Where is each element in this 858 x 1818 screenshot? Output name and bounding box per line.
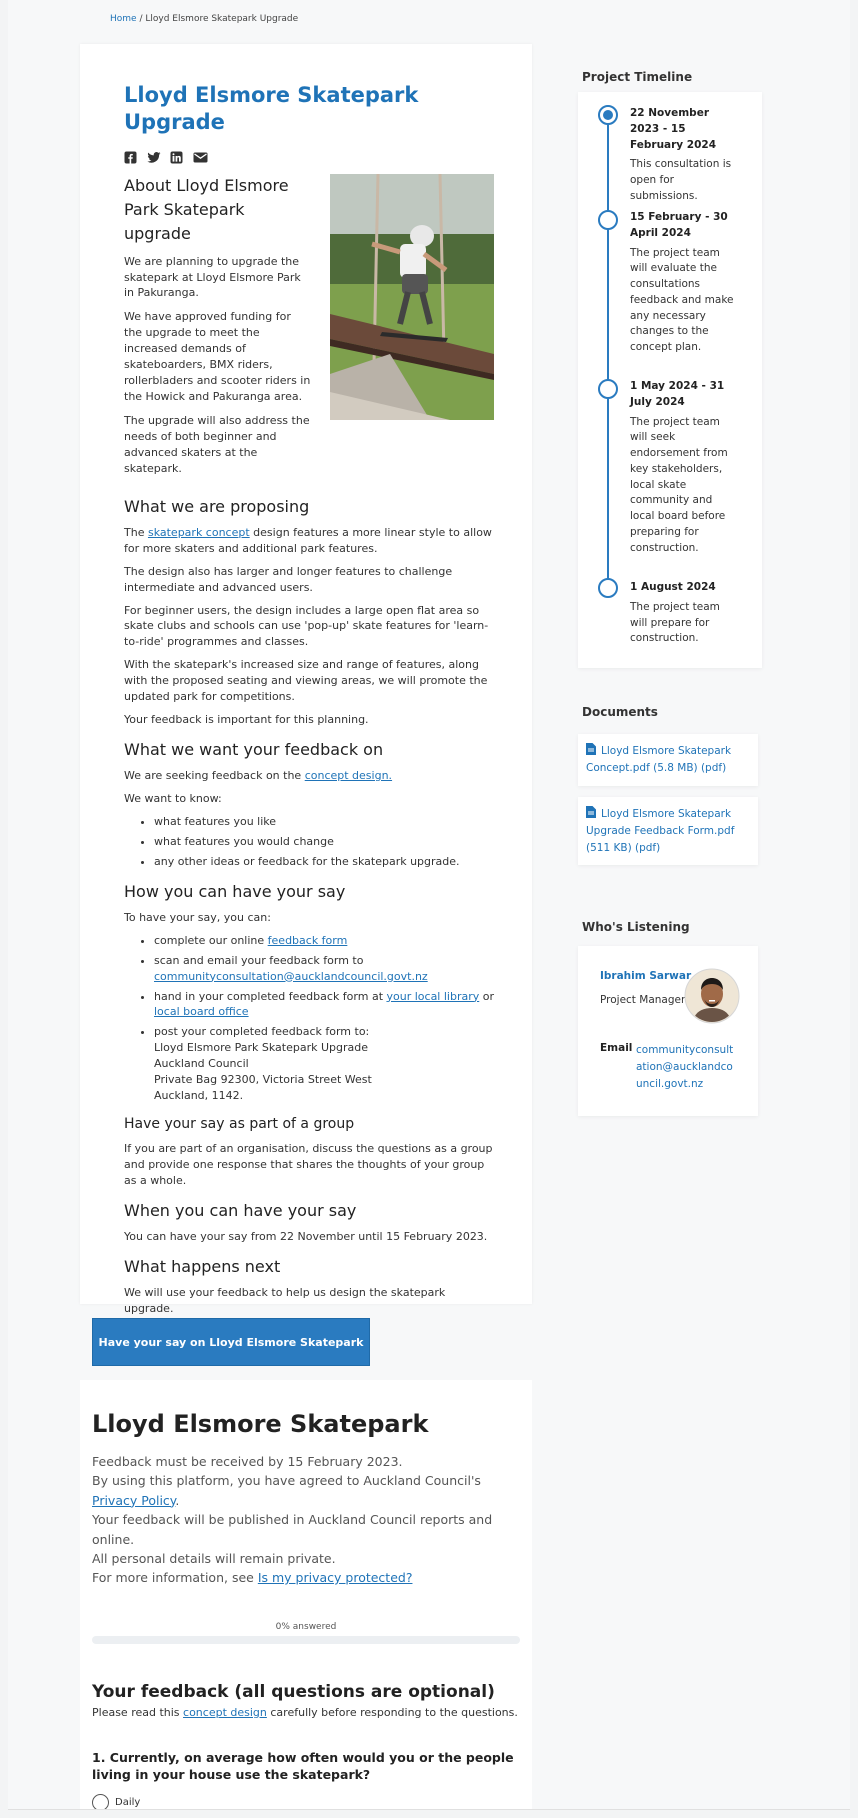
timeline-text: The project team will seek endorsement from key stakeholders, local skate community and local board before preparing for construction. — [630, 415, 728, 554]
timeline-dot-active — [598, 105, 618, 125]
consultation-email-link[interactable]: communityconsultation@aucklandcouncil.govt.nz — [154, 969, 428, 983]
concept-design-link[interactable]: concept design. — [304, 769, 393, 783]
about-section — [124, 174, 312, 485]
feedback-form-link[interactable]: feedback form — [267, 933, 348, 947]
linkedin-icon[interactable] — [170, 151, 183, 164]
local-board-office-link[interactable]: local board office — [154, 1005, 249, 1019]
facebook-icon[interactable] — [124, 151, 137, 164]
timeline-date: 1 August 2024 — [630, 581, 716, 593]
next-paragraph: We will use your feedback to help us design the skatepark upgrade. — [124, 1285, 446, 1315]
privacy-protected-link[interactable]: Is my privacy protected? — [257, 1570, 413, 1586]
form-privacy-text: By using this platform, you have agreed to Auckland Council's Privacy Policy. — [92, 1473, 481, 1508]
proposing-paragraph: For beginner users, the design includes a large open flat area so skate clubs and schools can use 'pop-up' skate features for 'learn-to-ride' programmes and classes. — [124, 603, 489, 649]
contact-email-link[interactable]: communityconsultation@aucklandcouncil.govt.nz — [636, 1044, 734, 1090]
breadcrumb-current: Lloyd Elsmore Skatepark Upgrade — [145, 14, 299, 24]
list-item: • any other ideas or feedback for the skatepark upgrade. — [154, 854, 494, 870]
list-item: • post your completed feedback form to: Lloyd Elsmore Park Skatepark Upgrade Auckland Council Private Bag 92300, Victoria Street West Auckland, 1142. — [154, 1024, 494, 1104]
concept-design-form-link[interactable]: concept design — [183, 1705, 267, 1719]
proposing-heading: What we are proposing — [124, 496, 310, 516]
timeline-text: The project team will prepare for construction. — [630, 600, 720, 645]
about-paragraph: We are planning to upgrade the skatepark at Lloyd Elsmore Park in Pakuranga. — [124, 254, 301, 300]
form-intro — [92, 1452, 520, 1588]
skatepark-photo — [330, 174, 494, 420]
document-label: Lloyd Elsmore Skatepark Concept.pdf (5.8 MB) (pdf) — [586, 745, 732, 774]
have-say-intro: To have your say, you can: — [124, 910, 271, 924]
progress-bar — [92, 1636, 520, 1644]
email-icon[interactable] — [193, 151, 206, 164]
timeline-item — [630, 106, 738, 205]
progress-label: 0% answered — [275, 1621, 337, 1632]
have-say-heading: How you can have your say — [124, 881, 346, 901]
timeline-date: 1 May 2024 - 31 July 2024 — [630, 380, 725, 408]
breadcrumb-separator: / — [139, 14, 143, 24]
person-role: Project Manager — [600, 994, 686, 1006]
document-link[interactable] — [578, 797, 758, 865]
form-deadline-text: Feedback must be received by 15 February 2023. — [92, 1454, 403, 1469]
when-heading: When you can have your say — [124, 1200, 357, 1220]
timeline-dot — [598, 578, 618, 598]
proposing-paragraph: The design also has larger and longer features to challenge intermediate and advanced users. — [124, 564, 453, 594]
feedback-on-paragraph: We are seeking feedback on the concept design. — [124, 769, 393, 783]
question-1: 1. Currently, on average how often would you or the people living in your house use the skatepark? — [92, 1749, 514, 1783]
have-your-say-button[interactable]: Have your say on Lloyd Elsmore Skatepark — [92, 1318, 370, 1366]
timeline-date: 22 November 2023 - 15 February 2024 — [630, 107, 717, 151]
next-heading: What happens next — [124, 1256, 281, 1276]
form-publish-text: Your feedback will be published in Auckland Council reports and online. — [92, 1512, 493, 1547]
person-name: Ibrahim Sarwar — [600, 970, 692, 982]
project-timeline — [578, 92, 762, 668]
main-content-card — [80, 44, 532, 1315]
skatepark-concept-link[interactable]: skatepark concept — [147, 525, 250, 539]
about-heading: About Lloyd Elsmore Park Skatepark upgrade — [124, 175, 289, 243]
when-paragraph: You can have your say from 22 November until 15 February 2023. — [124, 1229, 488, 1243]
timeline-dot — [598, 210, 618, 230]
timeline-item — [630, 580, 738, 647]
have-say-list — [154, 933, 494, 1104]
group-heading: Have your say as part of a group — [124, 1116, 355, 1133]
feedback-list — [154, 814, 494, 870]
timeline-text: The project team will evaluate the consultations feedback and make any necessary changes to the concept plan. — [630, 246, 734, 353]
file-icon — [586, 743, 596, 755]
timeline-dot — [598, 379, 618, 399]
proposing-paragraph: The skatepark concept design features a more linear style to allow for more skaters and additional park features. — [124, 525, 492, 555]
feedback-form-card — [80, 1380, 532, 1810]
page-title: Lloyd Elsmore Skatepark Upgrade — [124, 83, 419, 135]
document-label: Lloyd Elsmore Skatepark Upgrade Feedback Form.pdf (511 KB) (pdf) — [586, 808, 735, 854]
form-private-text: All personal details will remain private. — [92, 1550, 336, 1566]
file-icon — [586, 806, 596, 818]
twitter-icon[interactable] — [147, 151, 160, 164]
proposing-section — [124, 497, 494, 1317]
timeline-date: 15 February - 30 April 2024 — [630, 211, 728, 239]
list-item: • hand in your completed feedback form at your local library or local board office — [154, 989, 494, 1021]
breadcrumb-home-link[interactable]: Home — [110, 14, 137, 24]
about-paragraph: We have approved funding for the upgrade to meet the increased demands of skateboarders, BMX riders, rollerbladers and scooter riders in the Howick and Pakuranga area. — [124, 310, 311, 404]
document-link[interactable] — [578, 734, 758, 786]
form-title: Lloyd Elsmore Skatepark — [92, 1410, 429, 1438]
list-item: • what features you like — [154, 814, 494, 830]
avatar — [684, 968, 740, 1024]
proposing-paragraph: Your feedback is important for this planning. — [124, 713, 369, 727]
option-daily[interactable] — [92, 1794, 520, 1810]
listening-heading: Who's Listening — [582, 920, 690, 934]
group-paragraph: If you are part of an organisation, discuss the questions as a group and provide one response that shares the thoughts of your group as a whole. — [124, 1142, 493, 1187]
feedback-on-heading: What we want your feedback on — [124, 740, 384, 760]
whos-listening-card — [578, 946, 758, 1116]
timeline-text: This consultation is open for submissions. — [630, 158, 732, 202]
breadcrumb — [110, 14, 298, 24]
local-library-link[interactable]: your local library — [386, 989, 480, 1003]
radio-button[interactable] — [92, 1794, 109, 1810]
feedback-on-paragraph: We want to know: — [124, 792, 222, 806]
list-item: • what features you would change — [154, 834, 494, 850]
proposing-paragraph: With the skatepark's increased size and range of features, along with the proposed seating and viewing areas, we will promote the updated park for competitions. — [124, 658, 488, 704]
list-item: • complete our online feedback form — [154, 933, 494, 949]
form-info-text: For more information, see Is my privacy protected? — [92, 1570, 413, 1586]
page-frame — [8, 0, 850, 1810]
timeline-heading: Project Timeline — [582, 70, 693, 84]
list-item: • scan and email your feedback form to communityconsultation@aucklandcouncil.govt.nz — [154, 953, 494, 985]
documents-heading: Documents — [582, 705, 658, 719]
timeline-item — [630, 210, 738, 356]
share-bar — [124, 151, 494, 164]
timeline-line — [607, 115, 609, 585]
feedback-subtitle: Please read this concept design carefully before responding to the questions. — [92, 1705, 518, 1719]
option-label: Daily — [115, 1796, 141, 1808]
about-paragraph: The upgrade will also address the needs of both beginner and advanced skaters at the skatepark. — [124, 414, 310, 475]
feedback-title: Your feedback (all questions are optional) — [92, 1681, 495, 1702]
email-label: Email — [600, 1042, 633, 1054]
timeline-item — [630, 379, 738, 556]
privacy-policy-link[interactable]: Privacy Policy — [92, 1492, 176, 1508]
